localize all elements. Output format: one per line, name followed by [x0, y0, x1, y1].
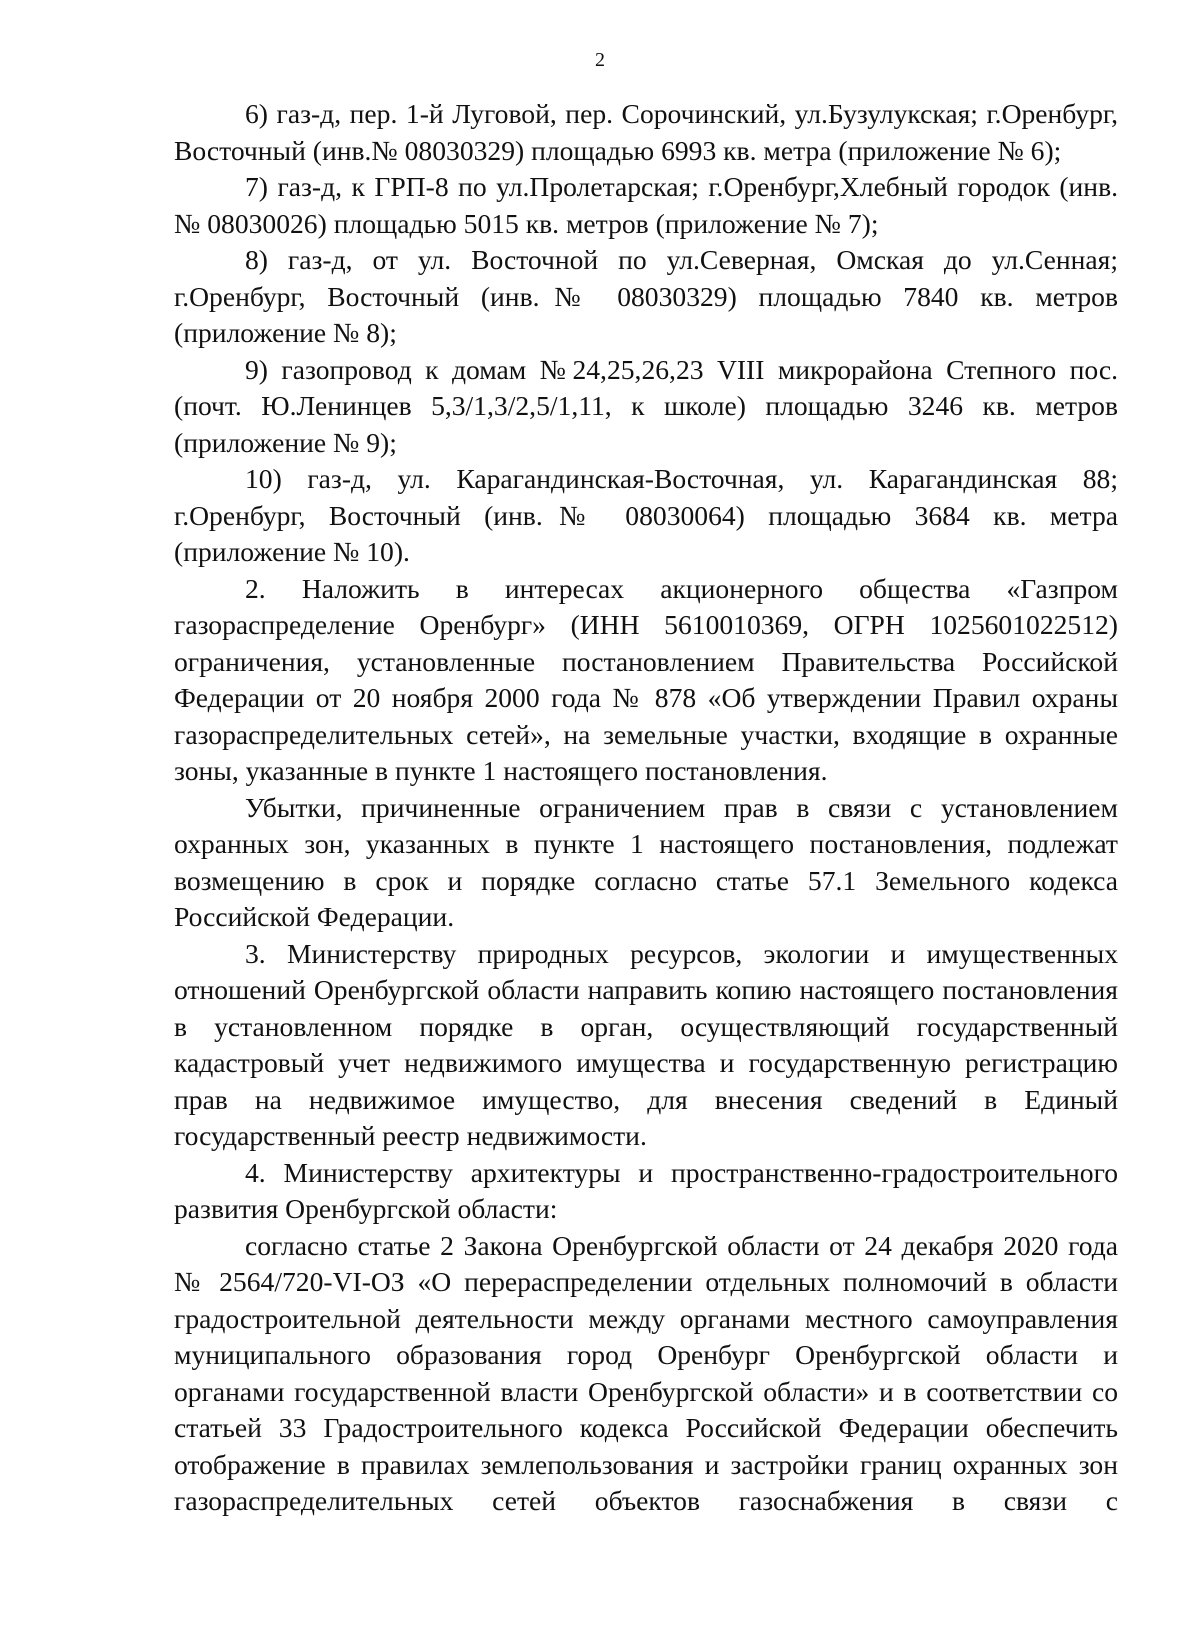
list-item-7: 7) газ-д, к ГРП-8 по ул.Пролетарская; г.Оренбург,Хлебный городок (инв.№ 08030026) площадью 5015 кв. метров (приложение № 7);: [174, 171, 1118, 239]
document-body: [174, 96, 1118, 1520]
clause-2-losses: Убытки, причиненные ограничением прав в связи с установлением охранных зон, указанных в пункте 1 настоящего постановления, подлежат возмещению в срок и порядке согласно статье 57.1 Земельного кодекса Российской Федерации.: [174, 791, 1118, 932]
clause-4-body: согласно статье 2 Закона Оренбургской области от 24 декабря 2020 года № 2564/720-VI-ОЗ «О перераспределении отдельных полномочий в области градостроительной деятельности между органами местного самоуправления муниципального образования город Оренбург Оренбургской области и органами государственной власти Оренбургской области» и в соответствии со статьей 33 Градостроительного кодекса Российской Федерации обеспечить отображение в правилах землепользования и застройки границ охранных зон газораспределительных сетей объектов газоснабжения в связи с: [174, 1229, 1118, 1516]
list-item-10: 10) газ-д, ул. Карагандинская-Восточная, ул. Карагандинская 88; г.Оренбург, Восточный (инв.№ 08030064) площадью 3684 кв. метра (приложение № 10).: [174, 463, 1118, 567]
page-number: 2: [595, 49, 605, 71]
list-item-8: 8) газ-д, от ул. Восточной по ул.Северная, Омская до ул.Сенная; г.Оренбург, Восточный (инв.№ 08030329) площадью 7840 кв. метров (приложение № 8);: [174, 244, 1118, 348]
list-item-6: 6) газ-д, пер. 1-й Луговой, пер. Сорочинский, ул.Бузулукская; г.Оренбург, Восточный (инв.№ 08030329) площадью 6993 кв. метра (приложение № 6);: [174, 98, 1118, 166]
clause-3: 3. Министерству природных ресурсов, экологии и имущественных отношений Оренбургской области направить копию настоящего постановления в установленном порядке в орган, осуществляющий государственный кадастровый учет недвижимого имущества и государственную регистрацию прав на недвижимое имущество, для внесения сведений в Единый государственный реестр недвижимости.: [174, 937, 1118, 1151]
list-item-9: 9) газопровод к домам №24,25,26,23 VIII микрорайона Степного пос. (почт. Ю.Ленинцев 5,3/1,3/2,5/1,11, к школе) площадью 3246 кв. метров (приложение № 9);: [174, 353, 1118, 458]
clause-2: 2. Наложить в интересах акционерного общества «Газпром газораспределение Оренбург» (ИНН 5610010369, ОГРН 1025601022512) ограничения, установленные постановлением Правительства Российской Федерации от 20 ноября 2000 года № 878 «Об утверждении Правил охраны газораспределительных сетей», на земельные участки, входящие в охранные зоны, указанные в пункте 1 настоящего постановления.: [174, 572, 1118, 786]
clause-4: 4. Министерству архитектуры и пространственно-градостроительного развития Оренбургской области:: [174, 1156, 1118, 1224]
